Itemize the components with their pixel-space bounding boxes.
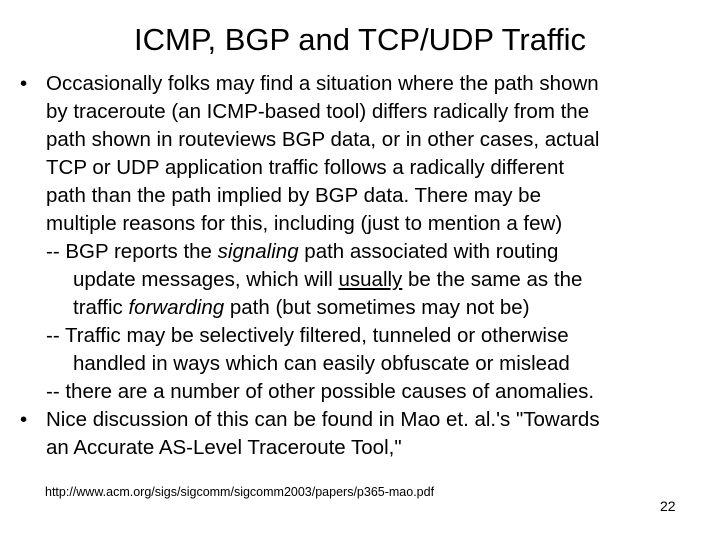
text-span: be the same as the xyxy=(402,268,583,291)
text-line: Nice discussion of this can be found in Mao et. al.'s "Towards xyxy=(46,408,600,431)
sub-point-signaling xyxy=(46,238,718,266)
text-line: TCP or UDP application traffic follows a radically different xyxy=(46,156,565,179)
bullet-text xyxy=(46,406,718,462)
bullet-icon: • xyxy=(20,72,28,95)
page-number: 22 xyxy=(660,498,676,514)
bullet-item xyxy=(18,70,718,406)
text-span: path associated with routing xyxy=(298,240,559,263)
text-span: update messages, which will xyxy=(73,268,339,291)
sub-point-continuation xyxy=(46,266,718,294)
slide-body xyxy=(18,70,718,462)
reference-url[interactable]: http://www.acm.org/sigs/sigcomm/sigcomm2003/papers/p365-mao.pdf xyxy=(45,485,435,499)
text-span: path (but sometimes may not be) xyxy=(224,296,530,319)
text-line: an Accurate AS-Level Traceroute Tool," xyxy=(46,436,402,459)
text-line: path shown in routeviews BGP data, or in other cases, actual xyxy=(46,128,600,151)
text-span: traffic xyxy=(73,296,129,319)
underlined-usually: usually xyxy=(338,268,403,291)
text-line: by traceroute (an ICMP-based tool) differs radically from the xyxy=(46,100,590,123)
text-line: multiple reasons for this, including (just to mention a few) xyxy=(46,212,563,235)
sub-point-continuation: handled in ways which can easily obfuscate or mislead xyxy=(73,352,570,375)
text-line: path than the path implied by BGP data. There may be xyxy=(46,184,541,207)
emphasis-forwarding: forwarding xyxy=(128,296,225,319)
slide-title: ICMP, BGP and TCP/UDP Traffic xyxy=(134,22,586,57)
text-line: Occasionally folks may find a situation where the path shown xyxy=(46,72,599,95)
text-span: -- BGP reports the xyxy=(46,240,218,263)
emphasis-signaling: signaling xyxy=(217,240,299,263)
bullet-text xyxy=(46,70,718,406)
bullet-item xyxy=(18,406,718,462)
sub-point-traffic: -- Traffic may be selectively filtered, tunneled or otherwise xyxy=(46,324,569,347)
sub-point-continuation xyxy=(46,294,718,322)
sub-point-anomalies: -- there are a number of other possible causes of anomalies. xyxy=(46,380,595,403)
bullet-icon: • xyxy=(20,408,28,431)
